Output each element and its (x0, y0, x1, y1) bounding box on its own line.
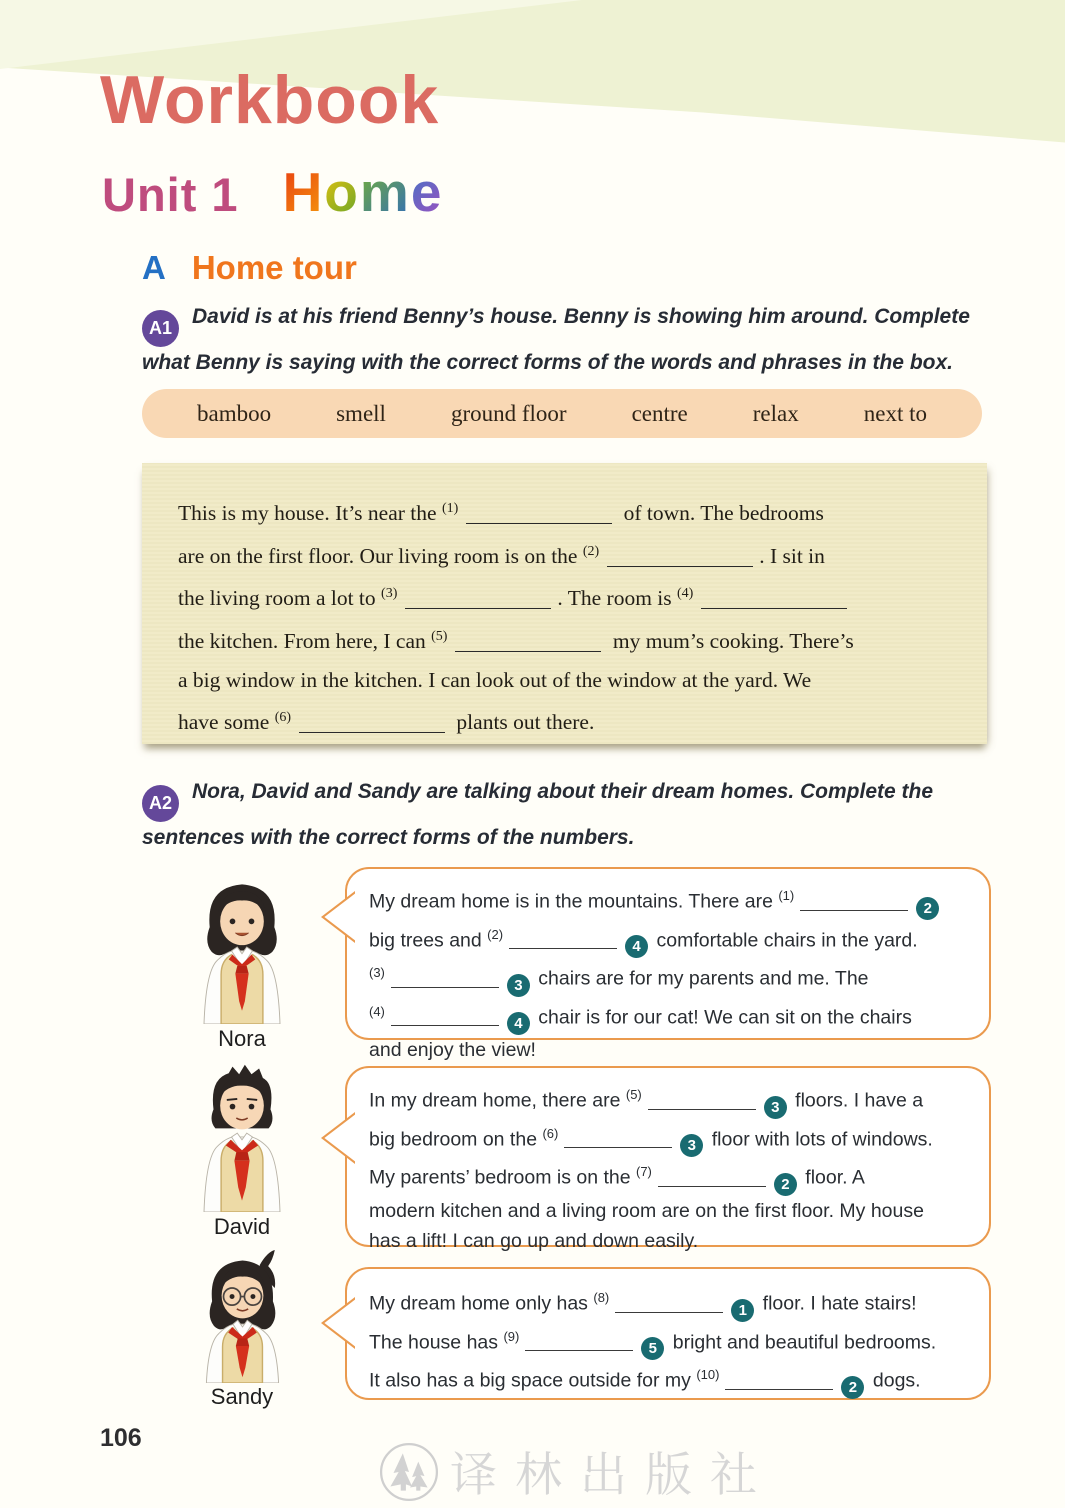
david-illustration (172, 1060, 312, 1212)
nora-name: Nora (218, 1026, 266, 1051)
bubble-tail (321, 891, 355, 943)
david-avatar (172, 1060, 312, 1212)
a1-word-box (142, 389, 982, 438)
word-box-item: bamboo (197, 400, 272, 426)
sandy-speech-bubble: My dream home only has $^{(8)}$1 floor. I hate stairs! The house has $^{(9)}$5 bright and beautiful bedrooms. It also has a big space outside for my $^{(10)}$2 dogs. (345, 1267, 991, 1400)
circled-number: 2 (916, 897, 939, 920)
circled-number: 3 (507, 974, 530, 997)
word-box-item: ground floor (450, 400, 567, 426)
a1-instruction-text: David is at his friend Benny’s house. Benny is showing him around. Complete what Benny is saying with the correct forms of the words and phrases in the box. (142, 305, 970, 374)
nora-speech-bubble: My dream home is in the mountains. There are $^{(1)}$2 big trees and $^{(2)}$4 comfortable chairs in the yard. $^{(3)}$3 chairs are for my parents and me. The $^{(4)}$4 chair is for our cat! We can sit on the chairs and enjoy the view! (345, 867, 991, 1040)
section-heading (142, 249, 357, 287)
answer-blank (648, 1089, 756, 1110)
word-box-item: centre (631, 400, 688, 426)
page-number: 106 (100, 1424, 142, 1452)
answer-blank (701, 584, 847, 609)
a2-instruction-text: Nora, David and Sandy are talking about their dream homes. Complete the sentences with the correct forms of the numbers. (142, 780, 933, 849)
answer-blank (607, 542, 753, 567)
david-name: David (213, 1214, 271, 1239)
unit-label: Unit 1 (102, 168, 239, 221)
circled-number: 3 (680, 1134, 703, 1157)
a2-badge: A2 (142, 785, 179, 822)
sandy-avatar (175, 1250, 310, 1383)
answer-blank (299, 708, 445, 733)
answer-blank (466, 499, 612, 524)
nora-avatar (172, 872, 312, 1024)
circled-number: 3 (764, 1096, 787, 1119)
circled-number: 1 (731, 1299, 754, 1322)
a1-passage-paper: This is my house. It’s near the $^{(1)}$ of town. The bedrooms are on the first floor. Our living room is on the $^{(2)}$ . I sit in the living room a lot to $^{(3)}$ . The room is $^{(4)}$ the kitchen. From here, I can $^{(5)}$ my mum’s cooking. There’s a big window in the kitchen. I can look out of the window at the yard. We have some $^{(6)}$ plants out there. (142, 463, 987, 744)
a1-instruction (142, 301, 997, 379)
circled-number: 2 (774, 1173, 797, 1196)
david-speech-bubble: In my dream home, there are $^{(5)}$3 floors. I have a big bedroom on the $^{(6)}$3 floor with lots of windows. My parents’ bedroom is on the $^{(7)}$2 floor. A modern kitchen and a living room are on the first floor. My house has a lift! I can go up and down easily. (345, 1066, 991, 1247)
answer-blank (800, 890, 908, 911)
answer-blank (525, 1330, 633, 1351)
bubble-tail (321, 1297, 355, 1349)
publisher-logo-icon (378, 1441, 440, 1503)
unit-heading (102, 160, 443, 224)
circled-number: 2 (841, 1376, 864, 1399)
publisher-watermark (378, 1438, 775, 1505)
answer-blank (391, 1005, 499, 1026)
sandy-name: Sandy (210, 1384, 274, 1409)
nora-illustration (172, 872, 312, 1024)
a2-instruction (142, 776, 997, 854)
section-title: Home tour (191, 249, 357, 286)
answer-blank (564, 1127, 672, 1148)
bubble-tail (321, 1112, 355, 1164)
answer-blank (405, 584, 551, 609)
word-box-item: next to (863, 400, 927, 426)
answer-blank (509, 928, 617, 949)
word-box-item: relax (752, 400, 799, 426)
circled-number: 5 (641, 1337, 664, 1360)
word-box-item: smell (336, 400, 386, 426)
a1-badge: A1 (142, 310, 179, 347)
answer-blank (658, 1166, 766, 1187)
book-title: Workbook (100, 62, 440, 138)
sandy-illustration (175, 1250, 310, 1383)
answer-blank (391, 967, 499, 988)
answer-blank (725, 1369, 833, 1390)
unit-title-word: Home (282, 161, 444, 223)
section-letter: A (142, 249, 166, 286)
circled-number: 4 (625, 935, 648, 958)
answer-blank (615, 1292, 723, 1313)
answer-blank (455, 627, 601, 652)
circled-number: 4 (507, 1012, 530, 1035)
publisher-name: 译林出版社 (450, 1450, 775, 1502)
